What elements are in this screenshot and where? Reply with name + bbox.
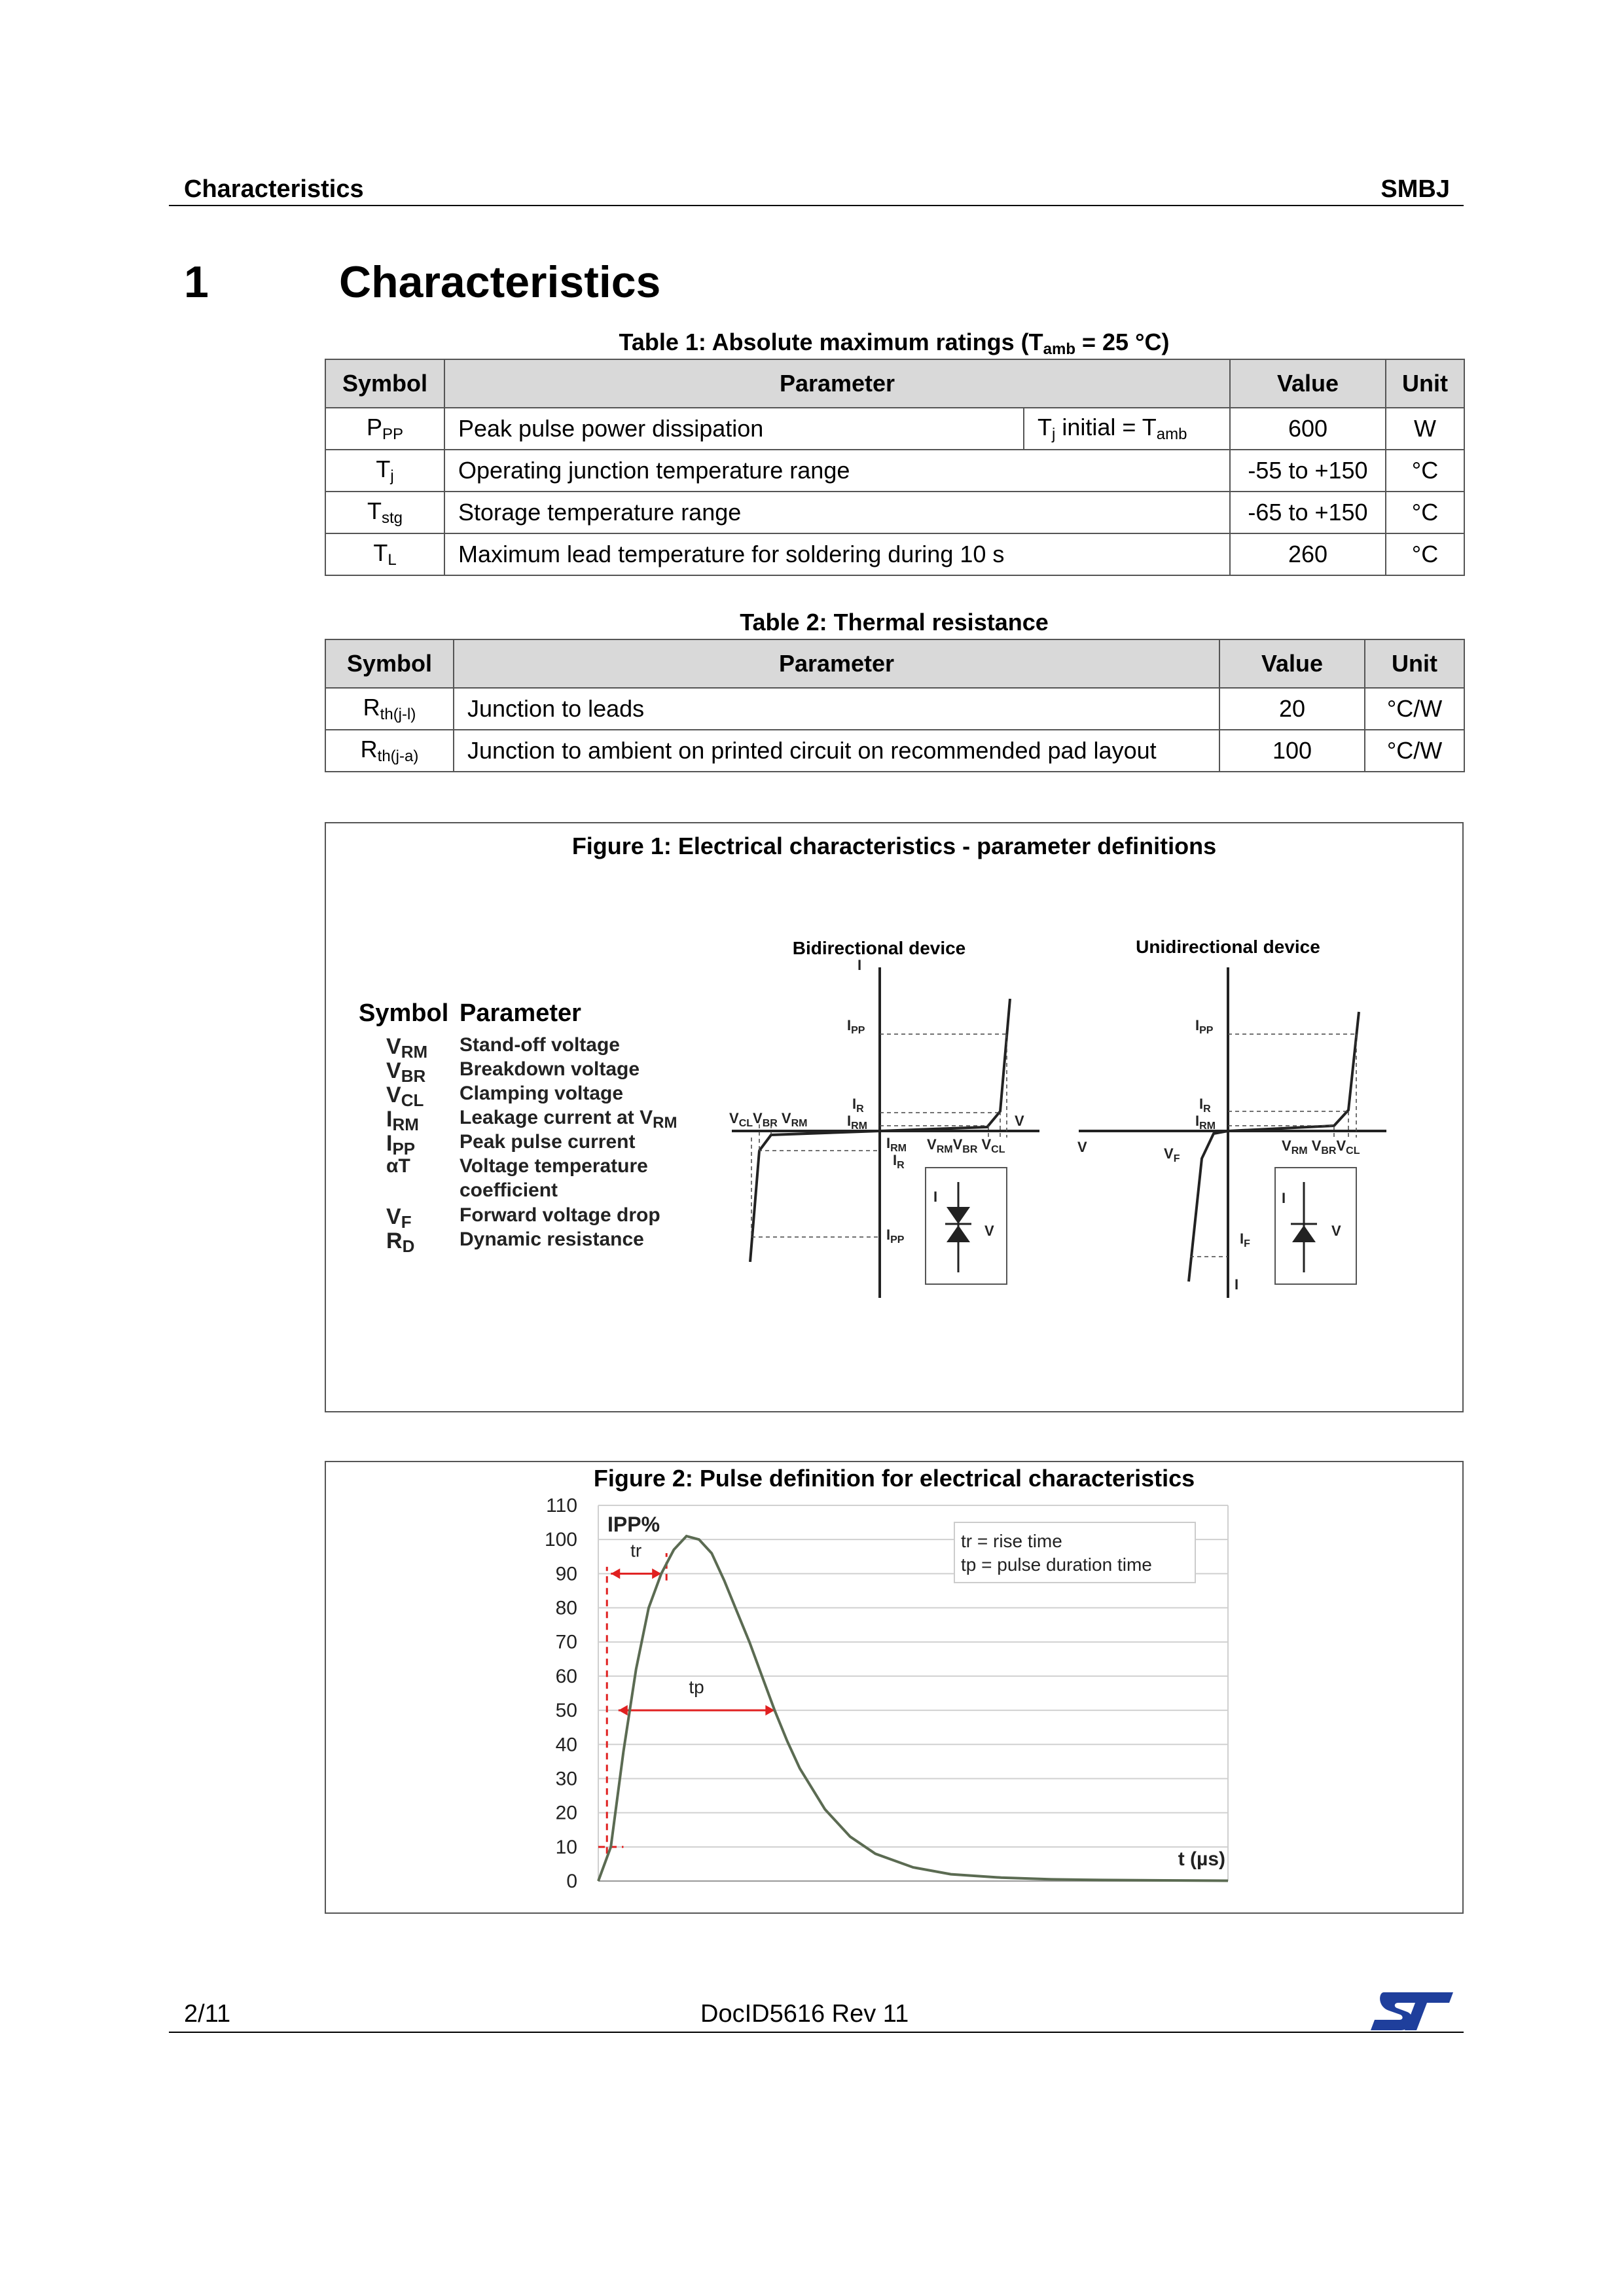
y-tick-label: 90 [555, 1563, 577, 1585]
svg-text:αT: αT [386, 1155, 410, 1177]
svg-text:IR: $I_R$ [852, 1096, 864, 1115]
st-logo-icon [1369, 1988, 1454, 2037]
symbol-cell: $R_{th(j-l)}$ [325, 688, 454, 730]
legend-item [386, 1034, 620, 1062]
svg-text:I: I [933, 1189, 938, 1205]
symbol-cell: $P_{PP}$ [325, 408, 444, 450]
svg-text:Clamping voltage: Clamping voltage [460, 1083, 624, 1104]
pulse-series-line [598, 1536, 1228, 1881]
legend-entry: tp = pulse duration time [961, 1554, 1152, 1575]
legend-header-symbol: Symbol [359, 999, 449, 1027]
col-header-symbol: Symbol [325, 359, 444, 408]
parameter-cell: Maximum lead temperature for soldering during 10 s [444, 533, 1230, 575]
svg-text:IRM: IRM [386, 1107, 419, 1134]
bi-axis-i-label: I [857, 957, 862, 973]
y-tick-label: 10 [555, 1836, 577, 1858]
table-row [325, 730, 1464, 772]
table-row [325, 450, 1464, 492]
chart-legend [954, 1522, 1195, 1583]
annotation-label: tp [689, 1677, 704, 1697]
svg-text:VCL: VCL [386, 1083, 424, 1110]
value-cell: 600 [1230, 408, 1386, 450]
legend-item [386, 1204, 660, 1232]
svg-text:I: I [1235, 1276, 1239, 1293]
unit-cell: °C [1386, 492, 1464, 533]
svg-text:VRM VBRVCL: $V_{RM}$ $V_{BR}V_{CL}$ [1282, 1138, 1360, 1157]
svg-text:RD: RD [386, 1229, 415, 1256]
figure1-caption: Figure 1: Electrical characteristics - parameter definitions [571, 833, 1217, 859]
unit-cell: W [1386, 408, 1464, 450]
y-tick-label: 40 [555, 1734, 577, 1756]
svg-text:IPP: $I_{PP}$ [886, 1227, 905, 1246]
y-tick-label: 50 [555, 1700, 577, 1722]
page-number: 2/11 [184, 2000, 231, 2028]
running-header-title: Characteristics [184, 175, 364, 203]
svg-text:IPP: IPP [386, 1131, 416, 1158]
legend-list [386, 1034, 677, 1256]
svg-text:VRM: VRM [386, 1034, 428, 1062]
value-cell: 260 [1230, 533, 1386, 575]
parameter-cell: Junction to leads [454, 688, 1219, 730]
svg-text:IF: $I_F$ [1240, 1230, 1250, 1249]
value-cell: -65 to +150 [1230, 492, 1386, 533]
table2-caption: Table 2: Thermal resistance [740, 609, 1049, 636]
pulse-chart [326, 1462, 1462, 1912]
svg-text:Peak pulse current: Peak pulse current [460, 1131, 636, 1153]
svg-text:coefficient: coefficient [460, 1179, 558, 1201]
svg-text:V: V [1077, 1139, 1087, 1155]
svg-text:Forward voltage drop: Forward voltage drop [460, 1204, 660, 1226]
arrowhead [619, 1705, 628, 1715]
legend-item [386, 1229, 644, 1256]
symbol-cell: $T_j$ [325, 450, 444, 492]
section-number: 1 [184, 257, 209, 307]
figure2-box [325, 1461, 1464, 1914]
unidirectional-title: Unidirectional device [1136, 937, 1320, 957]
legend-item [460, 1179, 558, 1201]
parameter-cell: Junction to ambient on printed circuit on recommended pad layout [454, 730, 1219, 772]
col-header-unit: Unit [1386, 359, 1464, 408]
svg-text:Leakage current at VRM: Leakage current at $V_{RM}$ [460, 1107, 677, 1132]
bidirectional-symbol-box [926, 1168, 1007, 1284]
table-row [325, 492, 1464, 533]
svg-text:VF: VF [386, 1204, 412, 1232]
bi-axis-v-label: V [1015, 1113, 1024, 1129]
table-row [325, 533, 1464, 575]
svg-text:I: I [1282, 1190, 1286, 1206]
svg-text:VCLVBR VRM: $V_{CL}V_{BR}$ $V_{RM}$ [729, 1110, 808, 1129]
parameter-cell: Operating junction temperature range [444, 450, 1230, 492]
thermal-resistance-table [325, 639, 1465, 772]
svg-text:V: V [1331, 1223, 1341, 1239]
y-tick-label: 100 [544, 1529, 577, 1551]
figure1-box [325, 822, 1464, 1412]
col-header-parameter: Parameter [454, 639, 1219, 688]
svg-text:IR: $I_R$ [893, 1152, 905, 1171]
y-tick-label: 0 [566, 1871, 577, 1892]
x-axis-label: t (µs) [1178, 1848, 1225, 1870]
svg-text:IPP: $I_{PP}$ [1195, 1017, 1214, 1036]
legend-header-parameter: Parameter [460, 999, 581, 1027]
y-tick-label: 60 [555, 1665, 577, 1687]
y-tick-labels [545, 1495, 577, 1892]
y-tick-label: 30 [555, 1768, 577, 1790]
doc-id: DocID5616 Rev 11 [700, 2000, 909, 2028]
table1-caption: Table 1: Absolute maximum ratings ($T_{amb} = 25$ °C) [619, 329, 1170, 358]
symbol-cell: $T_L$ [325, 533, 444, 575]
figure2-caption: Figure 2: Pulse definition for electrical characteristics [593, 1465, 1195, 1492]
unidirectional-symbol-box [1275, 1168, 1356, 1284]
header-rule [169, 205, 1464, 206]
svg-text:Breakdown voltage: Breakdown voltage [460, 1058, 640, 1080]
y-tick-label: 20 [555, 1802, 577, 1824]
svg-text:Stand-off voltage: Stand-off voltage [460, 1034, 620, 1056]
y-tick-label: 70 [555, 1631, 577, 1653]
legend-item [386, 1131, 635, 1158]
svg-text:IRM: $I_{RM}$ [1195, 1113, 1216, 1132]
col-header-unit: Unit [1365, 639, 1464, 688]
legend-entry: tr = rise time [961, 1531, 1062, 1551]
annotation-label: tr [630, 1540, 642, 1561]
arrowhead [611, 1568, 620, 1579]
absolute-max-ratings-table [325, 359, 1465, 576]
bidirectional-title: Bidirectional device [792, 938, 966, 958]
svg-text:VBR: VBR [386, 1058, 426, 1086]
svg-text:VF: $V_F$ [1164, 1145, 1180, 1164]
symbol-cell: $R_{th(j-a)}$ [325, 730, 454, 772]
svg-text:IRM: $I_{RM}$ [886, 1135, 907, 1154]
svg-text:Dynamic resistance: Dynamic resistance [460, 1229, 644, 1250]
svg-text:V: V [984, 1223, 994, 1239]
value-cell: -55 to +150 [1230, 450, 1386, 492]
value-cell: 100 [1219, 730, 1365, 772]
figure1-diagram [326, 823, 1462, 1411]
parameter-cell: Storage temperature range [444, 492, 1230, 533]
unit-cell: °C/W [1365, 688, 1464, 730]
svg-text:IRM: $I_{RM}$ [847, 1113, 868, 1132]
unit-cell: °C/W [1365, 730, 1464, 772]
col-header-value: Value [1230, 359, 1386, 408]
chart-annotations [598, 1540, 774, 1854]
y-tick-label: 80 [555, 1597, 577, 1619]
svg-text:Voltage temperature: Voltage temperature [460, 1155, 648, 1177]
condition-cell: $T_j$ initial = $T_{amb}$ [1024, 408, 1230, 450]
y-tick-label: 110 [546, 1495, 577, 1516]
svg-text:VRMVBR VCL: $V_{RM}V_{BR}$ $V_{CL}$ [927, 1136, 1005, 1155]
table-row [325, 408, 1464, 450]
symbol-cell: $T_{stg}$ [325, 492, 444, 533]
svg-text:IR: $I_R$ [1199, 1096, 1211, 1115]
col-header-parameter: Parameter [444, 359, 1230, 408]
col-header-value: Value [1219, 639, 1365, 688]
legend-item [386, 1107, 677, 1134]
legend-item [386, 1155, 648, 1177]
section-title: Characteristics [339, 257, 661, 307]
y-axis-label: IPP% [607, 1513, 660, 1536]
value-cell: 20 [1219, 688, 1365, 730]
col-header-symbol: Symbol [325, 639, 454, 688]
parameter-cell: Peak pulse power dissipation [444, 408, 1024, 450]
footer-rule [169, 2032, 1464, 2033]
table-row [325, 688, 1464, 730]
legend-item [386, 1083, 623, 1110]
legend-item [386, 1058, 640, 1086]
svg-text:IPP: $I_{PP}$ [847, 1017, 865, 1036]
running-header-product: SMBJ [1380, 175, 1450, 203]
unit-cell: °C [1386, 450, 1464, 492]
unit-cell: °C [1386, 533, 1464, 575]
